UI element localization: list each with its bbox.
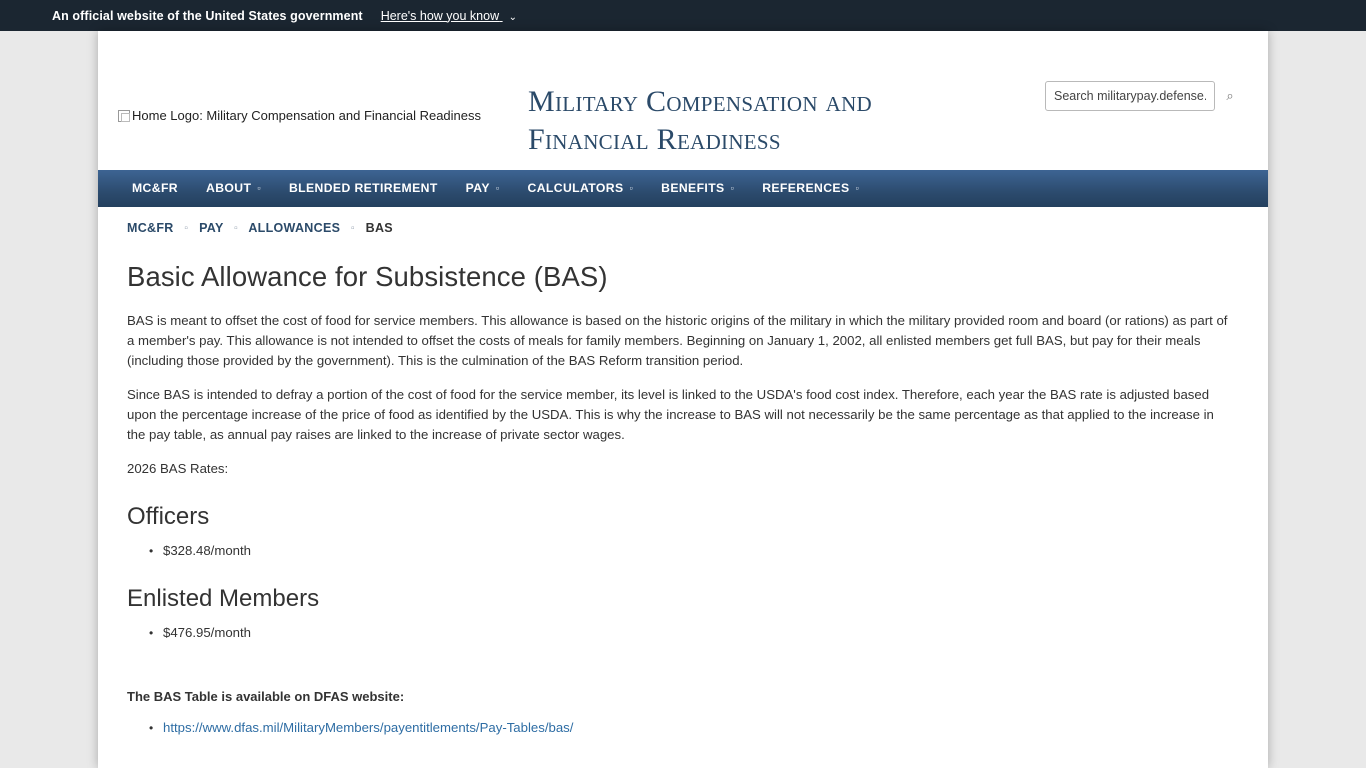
chevron-down-icon: ▫ [257, 183, 261, 193]
broken-image-icon [118, 110, 130, 122]
section-heading-enlisted: Enlisted Members [127, 585, 320, 612]
nav-item-label: BLENDED RETIREMENT [288, 181, 438, 195]
dfas-bas-table-link[interactable]: https://www.dfas.mil/MilitaryMembers/payentitlements/Pay-Tables/bas/ [163, 720, 574, 735]
breadcrumb-separator-icon: ▫ [234, 223, 239, 234]
breadcrumb-item-bas: BAS [365, 221, 393, 235]
home-logo[interactable] [118, 108, 481, 123]
list-item: • $476.95/month [163, 623, 1239, 643]
list-item: • $328.48/month [163, 541, 1239, 561]
nav-item-label: MC&FR [132, 181, 179, 195]
main-navigation [98, 170, 1268, 207]
breadcrumb-separator-icon: ▫ [184, 223, 189, 234]
how-you-know-label: Here's how you know [380, 8, 500, 23]
how-you-know-link[interactable] [381, 9, 517, 23]
officers-rate-list [127, 541, 1239, 561]
site-header [98, 31, 1268, 170]
section-heading-officers: Officers [127, 503, 210, 530]
breadcrumb [98, 207, 1268, 235]
gov-banner [0, 0, 1366, 31]
dfas-note: The BAS Table is available on DFAS website: [127, 689, 405, 704]
search-input[interactable] [1045, 81, 1215, 111]
nav-item-benefits[interactable] [647, 170, 748, 207]
nav-item-label: CALCULATORS [527, 181, 624, 195]
enlisted-rate-list [127, 623, 1239, 643]
main-content [98, 261, 1268, 738]
nav-item-label: BENEFITS [661, 181, 725, 195]
home-logo-alt-text: Home Logo: Military Compensation and Financial Readiness [132, 108, 482, 123]
gov-banner-official-text: An official website of the United States government [52, 8, 363, 23]
page-background [0, 31, 1366, 768]
nav-item-calculators[interactable] [514, 170, 648, 207]
intro-paragraph-2: Since BAS is intended to defray a portion of the cost of food for the service member, its level is linked to the USDA's food cost index. Therefore, each year the BAS rate is adjusted based upon the percentage increase of the price of food as identified by the USDA. This is why the increase to BAS will not necessarily be the same percentage as that applied to the increase in the pay table, as annual pay raises are linked to the increase of private sector wages. [127, 387, 1214, 442]
nav-item-label: PAY [465, 181, 490, 195]
chevron-down-icon: ▫ [855, 183, 860, 193]
intro-paragraph-1: BAS is meant to offset the cost of food for service members. This allowance is based on the historic origins of the military in which the military provided room and board (or rations) as part of a member's pay. This allowance is not intended to offset the costs of meals for family members. Beginning on January 1, 2002, all enlisted members get full BAS, but pay for their meals (including those provided by the government). This is the culmination of the BAS Reform transition period. [127, 313, 1228, 368]
nav-item-label: REFERENCES [762, 181, 850, 195]
nav-item-pay[interactable] [452, 170, 514, 207]
page-title: Basic Allowance for Subsistence (BAS) [127, 261, 608, 292]
page-title-banner: Military Compensation and Financial Readiness [528, 85, 872, 156]
nav-item-label: ABOUT [206, 181, 252, 195]
search-icon[interactable]: ⌕ [1222, 87, 1238, 105]
breadcrumb-item-pay[interactable]: PAY [199, 221, 224, 235]
breadcrumb-item-mcfr[interactable]: MC&FR [127, 221, 174, 235]
nav-item-about[interactable] [192, 170, 275, 207]
breadcrumb-item-allowances[interactable]: ALLOWANCES [248, 221, 341, 235]
site-container [98, 31, 1268, 768]
nav-item-mcfr[interactable] [118, 170, 192, 207]
chevron-down-icon: ▫ [495, 183, 500, 193]
list-item [163, 718, 1239, 738]
nav-item-blended-retirement[interactable] [275, 170, 452, 207]
dfas-link-list [127, 718, 1239, 738]
chevron-down-icon: ▫ [730, 183, 735, 193]
chevron-down-icon: ⌄ [508, 11, 517, 23]
breadcrumb-separator-icon: ▫ [351, 223, 355, 234]
nav-item-references[interactable] [748, 170, 873, 207]
rates-year-label: 2026 BAS Rates: [127, 461, 229, 476]
chevron-down-icon: ▫ [629, 183, 634, 193]
